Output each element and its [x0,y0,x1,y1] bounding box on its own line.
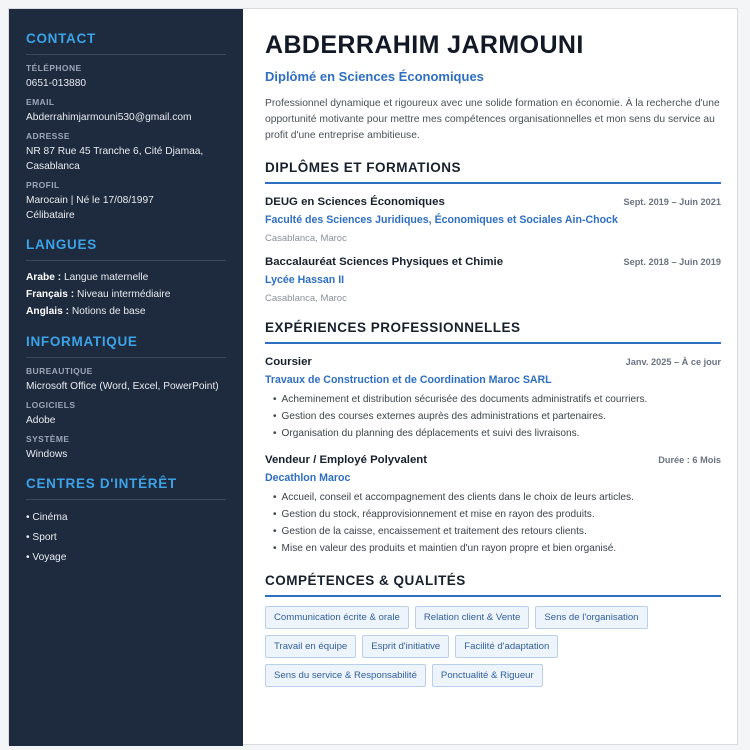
language-item [26,303,226,320]
skills-list [265,606,725,693]
summary-text: Professionnel dynamique et rigoureux avec une solide formation en économie. À la recherche d'une opportunité motivante pour mettre mes compétences organisationnelles et mon sens du service au profit d'une entreprise ambitieuse. [265,98,720,141]
skill-chip: Relation client & Vente [415,606,530,629]
interets-section [26,476,226,568]
systeme-value: Windows [26,449,68,460]
diploma-entry [265,196,721,244]
language-name: Arabe : [26,272,62,283]
profile-value [26,193,226,223]
language-item [26,286,226,303]
language-name: Anglais : [26,306,70,317]
diploma-date: Sept. 2018 – Juin 2019 [623,257,721,267]
profile-label: PROFIL [26,180,60,190]
experience-entry [265,454,721,557]
contact-section [26,31,226,223]
job-date: Durée : 6 Mois [658,455,721,465]
candidate-subtitle: Diplômé en Sciences Économiques [265,69,484,84]
diploma-location: Casablanca, Maroc [265,233,347,244]
competences-heading: COMPÉTENCES & QUALITÉS [265,573,721,597]
language-level: Notions de base [69,306,146,317]
interest-item: • Voyage [26,552,67,563]
skill-chip: Sens du service & Responsabilité [265,664,426,687]
address-line: Casablanca [26,161,80,172]
address-value [26,144,226,174]
language-item [26,269,226,286]
job-task: • Gestion des courses externes auprès des administrations et partenaires. [273,408,721,425]
language-name: Français : [26,289,75,300]
profile-line: Célibataire [26,210,75,221]
address-label: ADRESSE [26,131,70,141]
systeme-label: SYSTÈME [26,434,70,444]
resume-page [8,8,738,745]
skill-chip: Communication écrite & orale [265,606,409,629]
skill-chip: Esprit d'initiative [362,635,449,658]
job-task: • Mise en valeur des produits et maintien d'un rayon propre et bien organisé. [273,540,721,557]
job-company: Decathlon Maroc [265,472,351,484]
diploma-school: Faculté des Sciences Juridiques, Économiques et Sociales Ain-Chock [265,214,618,226]
job-task: • Acheminement et distribution sécurisée des documents administratifs et courriers. [273,391,721,408]
diplomes-heading: DIPLÔMES ET FORMATIONS [265,160,721,184]
diploma-title: DEUG en Sciences Économiques [265,196,445,208]
bureautique-value: Microsoft Office (Word, Excel, PowerPoint) [26,381,219,392]
logiciels-label: LOGICIELS [26,400,76,410]
email-label: EMAIL [26,97,55,107]
language-level: Langue maternelle [61,272,149,283]
diploma-entry [265,256,721,304]
job-task: • Gestion du stock, réapprovisionnement et mise en rayon des produits. [273,506,721,523]
language-level: Niveau intermédiaire [74,289,171,300]
diploma-location: Casablanca, Maroc [265,293,347,304]
bureautique-label: BUREAUTIQUE [26,366,93,376]
job-task: • Gestion de la caisse, encaissement et traitement des retours clients. [273,523,721,540]
skill-chip: Facilité d'adaptation [455,635,558,658]
sidebar [9,9,243,746]
interets-heading: CENTRES D'INTÉRÊT [26,476,226,500]
job-tasks [265,391,721,442]
diploma-school: Lycée Hassan II [265,274,345,286]
logiciels-value: Adobe [26,415,56,426]
langues-section [26,237,226,320]
phone-value: 0651-013880 [26,78,87,89]
informatique-section [26,334,226,462]
profile-line: Marocain | Né le 17/08/1997 [26,195,154,206]
langues-heading: LANGUES [26,237,226,261]
interest-item: • Cinéma [26,512,68,523]
email-value: Abderrahimjarmouni530@gmail.com [26,112,192,123]
candidate-name: ABDERRAHIM JARMOUNI [265,31,584,59]
contact-heading: CONTACT [26,31,226,55]
skill-chip: Sens de l'organisation [535,606,647,629]
job-tasks [265,489,721,557]
job-task: • Organisation du planning des déplacements et suivi des livraisons. [273,425,721,442]
skill-chip: Ponctualité & Rigueur [432,664,543,687]
experience-entry [265,356,721,442]
address-line: NR 87 Rue 45 Tranche 6, Cité Djamaa, [26,146,204,157]
experiences-heading: EXPÉRIENCES PROFESSIONNELLES [265,320,721,344]
job-title: Vendeur / Employé Polyvalent [265,454,428,466]
interest-item: • Sport [26,532,57,543]
skill-chip: Travail en équipe [265,635,356,658]
job-title: Coursier [265,356,312,368]
job-company: Travaux de Construction et de Coordination Maroc SARL [265,374,552,386]
diploma-title: Baccalauréat Sciences Physiques et Chimie [265,256,504,268]
main-content [243,9,739,746]
informatique-heading: INFORMATIQUE [26,334,226,358]
diploma-date: Sept. 2019 – Juin 2021 [623,197,721,207]
job-date: Janv. 2025 – À ce jour [625,357,721,367]
job-task: • Accueil, conseil et accompagnement des clients dans le choix de leurs articles. [273,489,721,506]
phone-label: TÉLÉPHONE [26,63,82,73]
